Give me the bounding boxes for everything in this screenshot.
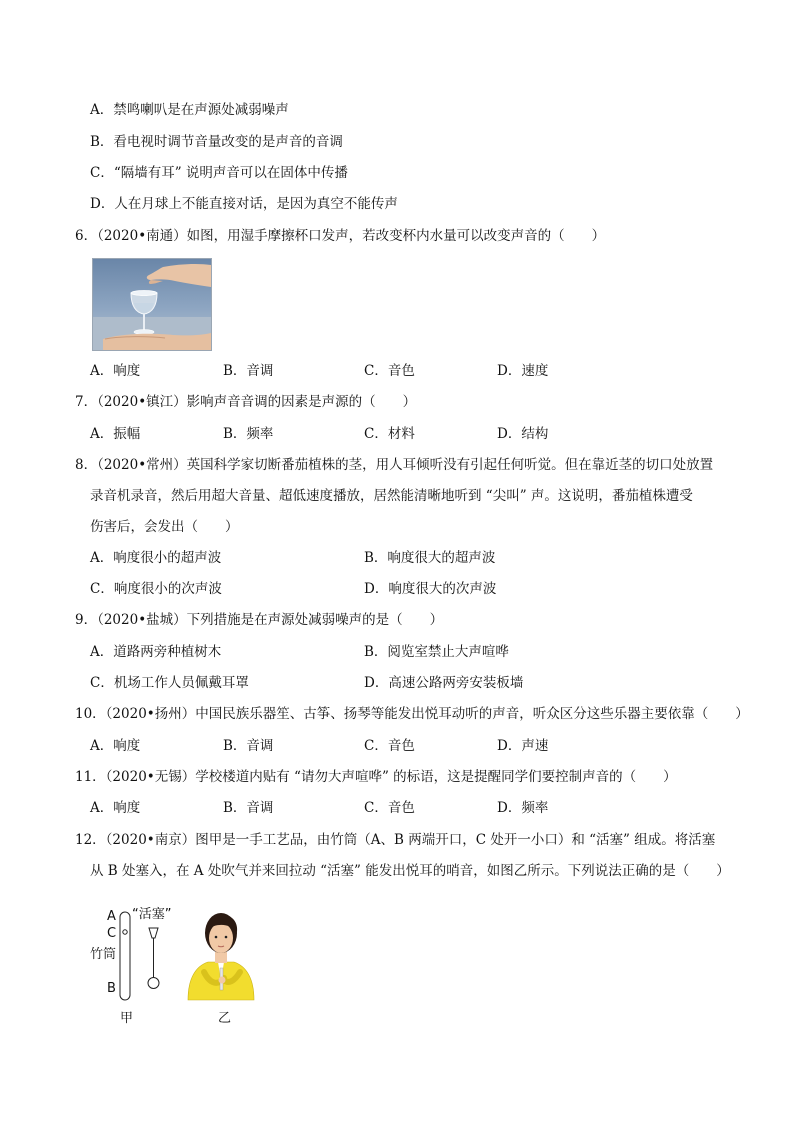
q5-option-c: C．“隔墙有耳” 说明声音可以在固体中传播 — [90, 165, 348, 181]
label-b: B — [107, 981, 116, 996]
q7-option-d: D．结构 — [497, 426, 549, 442]
q11-option-a: A．响度 — [90, 800, 141, 816]
q9-option-d: D．高速公路两旁安装板墙 — [364, 675, 524, 691]
q9-option-c: C．机场工作人员佩戴耳罩 — [90, 675, 249, 691]
tube-opening-c — [123, 930, 127, 934]
q8-stem-line-2: 录音机录音，然后用超大音量、超低速度播放，居然能清晰地听到 “尖叫” 声。这说明，番茄植株遭受 — [90, 488, 693, 504]
piston-head — [149, 928, 158, 938]
caption-jia: 甲 — [120, 1011, 134, 1026]
q8-stem-line-3: 伤害后，会发出（ ） — [90, 519, 239, 535]
bamboo-whistle-diagram — [100, 900, 280, 1010]
q6-option-b: B．音调 — [223, 363, 274, 379]
q7-option-b: B．频率 — [223, 426, 274, 442]
piston-ring — [148, 978, 159, 989]
q10-stem: 10．（2020•扬州）中国民族乐器笙、古筝、扬琴等能发出悦耳动听的声音，听众区分这些乐器主要依靠（ ） — [75, 706, 749, 722]
q9-option-b: B．阅览室禁止大声喧哗 — [364, 644, 509, 660]
q6-option-c: C．音色 — [364, 363, 415, 379]
q12-figure — [90, 900, 280, 1030]
label-piston: “活塞” — [132, 907, 172, 922]
q8-stem-line-1: 8．（2020•常州）英国科学家切断番茄植株的茎，用人耳倾听没有引起任何听觉。但在靠近茎的切口处放置 — [75, 457, 714, 473]
q5-option-b: B．看电视时调节音量改变的是声音的音调 — [90, 134, 343, 150]
q7-option-a: A．振幅 — [90, 426, 141, 442]
q10-option-a: A．响度 — [90, 738, 141, 754]
q8-option-b: B．响度很大的超声波 — [364, 550, 496, 566]
q7-option-c: C．材料 — [364, 426, 415, 442]
label-c: C — [107, 926, 117, 941]
q11-option-d: D．频率 — [497, 800, 549, 816]
q12-stem-line-1: 12．（2020•南京）图甲是一手工艺品，由竹筒（A、B 两端开口，C 处开一小口）和 “活塞” 组成。将活塞 — [75, 832, 716, 848]
q5-option-a: A．禁鸣喇叭是在声源处减弱噪声 — [90, 102, 289, 118]
q11-option-c: C．音色 — [364, 800, 415, 816]
q8-option-c: C．响度很小的次声波 — [90, 581, 222, 597]
wine-glass-photo-icon — [93, 259, 211, 350]
girl-figure — [188, 913, 254, 1000]
q7-stem: 7．（2020•镇江）影响声音音调的因素是声源的（ ） — [75, 394, 417, 410]
q6-option-d: D．速度 — [497, 363, 549, 379]
q11-option-b: B．音调 — [223, 800, 274, 816]
q8-option-a: A．响度很小的超声波 — [90, 550, 222, 566]
q5-option-d: D．人在月球上不能直接对话，是因为真空不能传声 — [90, 196, 398, 212]
q6-stem: 6．（2020•南通）如图，用湿手摩擦杯口发声，若改变杯内水量可以改变声音的（ ） — [75, 228, 606, 244]
q6-option-a: A．响度 — [90, 363, 141, 379]
q10-option-d: D．声速 — [497, 738, 549, 754]
q12-stem-line-2: 从 B 处塞入，在 A 处吹气并来回拉动 “活塞” 能发出悦耳的哨音，如图乙所示。下列说法正确的是（ ） — [90, 863, 730, 879]
q11-stem: 11．（2020•无锡）学校楼道内贴有 “请勿大声喧哗” 的标语，这是提醒同学们要控制声音的（ ） — [75, 769, 677, 785]
q6-photo-wine-glass — [92, 258, 212, 351]
label-a: A — [107, 909, 116, 924]
q9-option-a: A．道路两旁种植树木 — [90, 644, 222, 660]
q9-stem: 9．（2020•盐城）下列措施是在声源处减弱噪声的是（ ） — [75, 612, 444, 628]
q10-option-c: C．音色 — [364, 738, 415, 754]
q8-option-d: D．响度很大的次声波 — [364, 581, 497, 597]
q10-option-b: B．音调 — [223, 738, 274, 754]
label-tube: 竹筒 — [90, 947, 117, 962]
caption-yi: 乙 — [218, 1011, 232, 1026]
bamboo-tube — [120, 912, 130, 1000]
